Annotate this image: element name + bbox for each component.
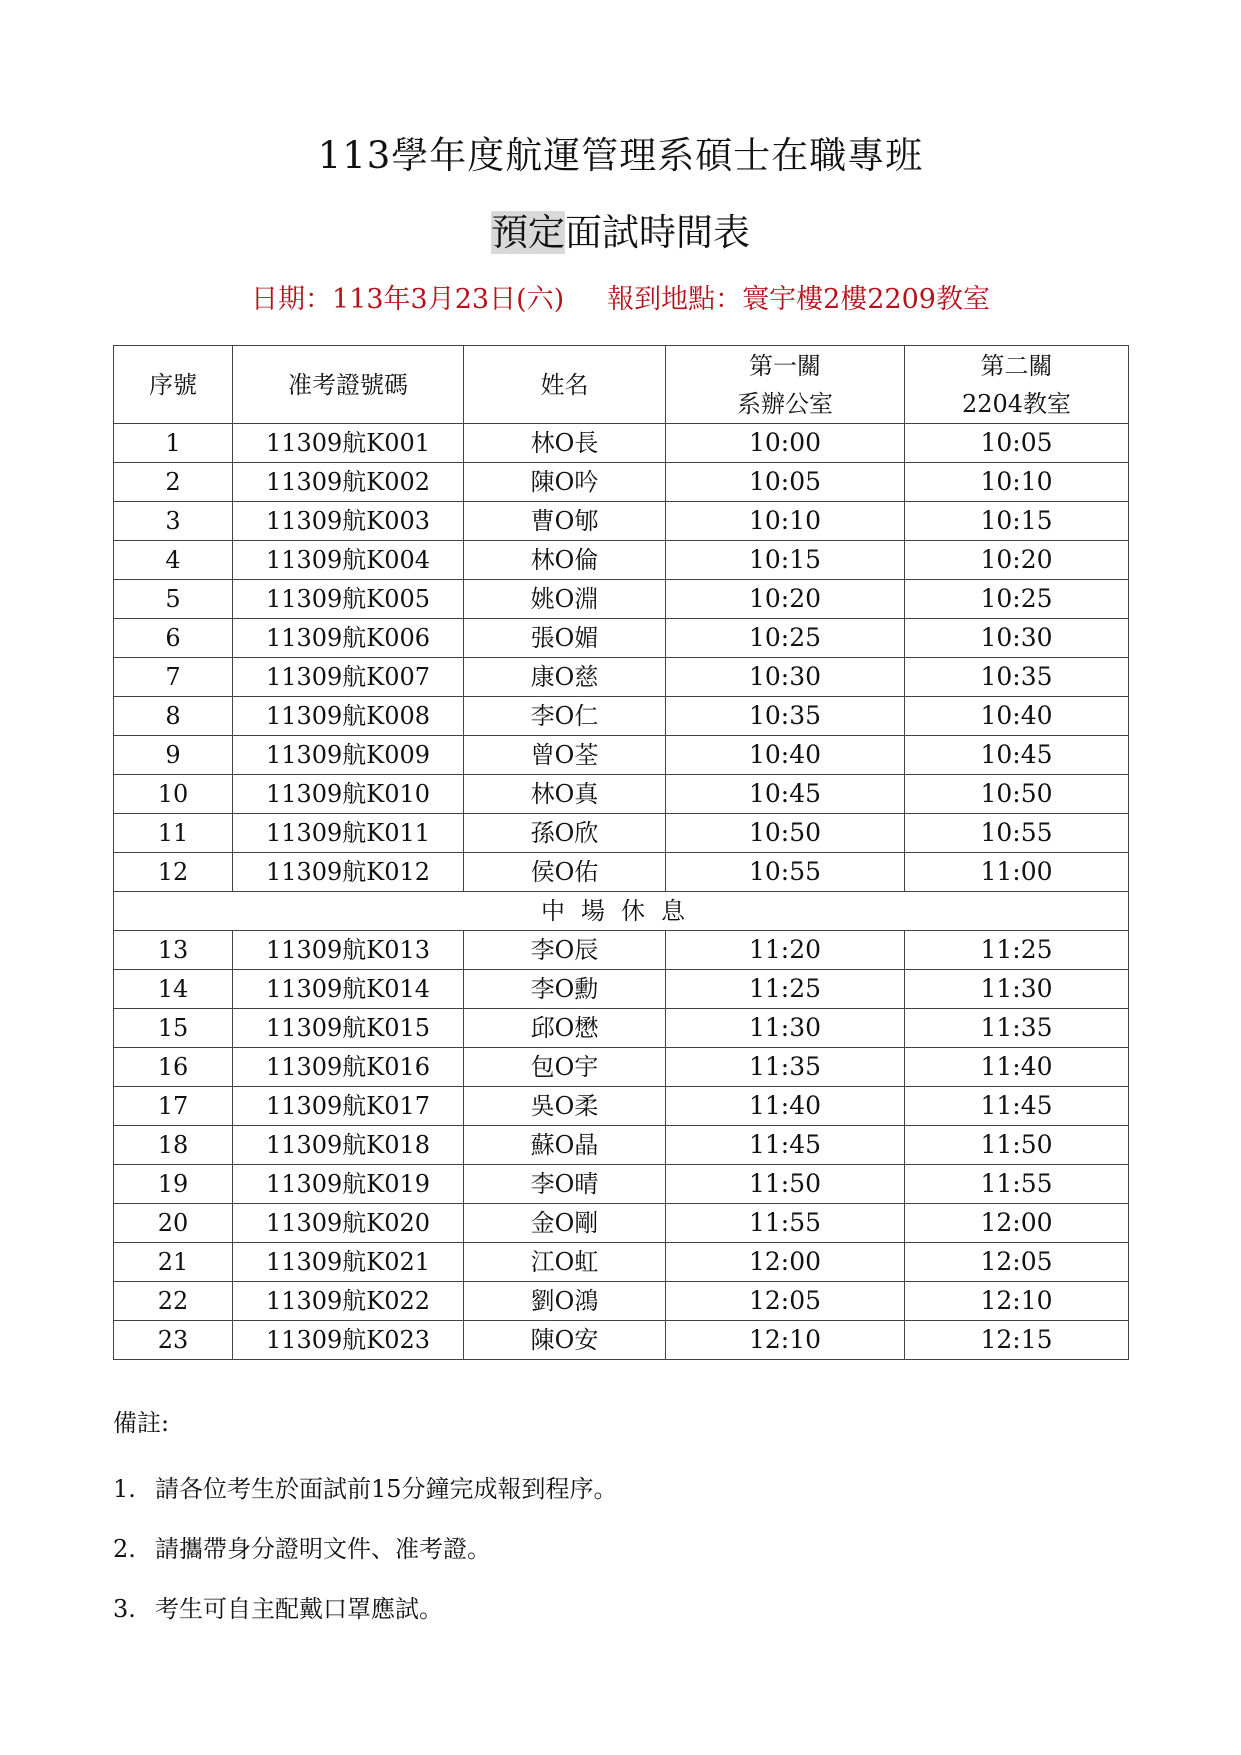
cell-stage2-time: 10:25 xyxy=(905,580,1129,619)
header-stage1-title: 第一關 xyxy=(749,351,821,380)
break-row xyxy=(114,892,1129,931)
cell-ticket: 11309航K009 xyxy=(233,736,464,775)
cell-ticket: 11309航K001 xyxy=(233,424,464,463)
cell-stage2-time: 11:00 xyxy=(905,853,1129,892)
cell-ticket: 11309航K002 xyxy=(233,463,464,502)
cell-stage1-time: 11:35 xyxy=(666,1048,905,1087)
table-row xyxy=(114,541,1129,580)
interview-schedule-table xyxy=(113,345,1129,1360)
cell-name: 江O虹 xyxy=(464,1243,666,1282)
cell-stage1-time: 11:55 xyxy=(666,1204,905,1243)
cell-ticket: 11309航K017 xyxy=(233,1087,464,1126)
cell-stage1-time: 12:05 xyxy=(666,1282,905,1321)
table-row xyxy=(114,736,1129,775)
cell-name: 孫O欣 xyxy=(464,814,666,853)
cell-name: 姚O淵 xyxy=(464,580,666,619)
cell-no: 1 xyxy=(114,424,233,463)
table-row xyxy=(114,1282,1129,1321)
header-stage2-room: 2204教室 xyxy=(961,389,1072,418)
cell-stage1-time: 12:00 xyxy=(666,1243,905,1282)
cell-stage1-time: 11:40 xyxy=(666,1087,905,1126)
cell-stage1-time: 11:30 xyxy=(666,1009,905,1048)
table-row xyxy=(114,853,1129,892)
cell-stage1-time: 10:25 xyxy=(666,619,905,658)
cell-name: 曹O郇 xyxy=(464,502,666,541)
table-row xyxy=(114,970,1129,1009)
cell-stage2-time: 12:05 xyxy=(905,1243,1129,1282)
notes-section xyxy=(113,1405,1113,1651)
cell-ticket: 11309航K011 xyxy=(233,814,464,853)
cell-name: 劉O鴻 xyxy=(464,1282,666,1321)
cell-stage1-time: 10:35 xyxy=(666,697,905,736)
subtitle-highlight: 預定 xyxy=(491,211,565,254)
table-row xyxy=(114,814,1129,853)
cell-stage1-time: 10:50 xyxy=(666,814,905,853)
cell-stage2-time: 10:30 xyxy=(905,619,1129,658)
cell-stage1-time: 10:55 xyxy=(666,853,905,892)
table-row xyxy=(114,1321,1129,1360)
cell-ticket: 11309航K016 xyxy=(233,1048,464,1087)
cell-stage2-time: 11:50 xyxy=(905,1126,1129,1165)
cell-name: 曾O荃 xyxy=(464,736,666,775)
cell-no: 3 xyxy=(114,502,233,541)
cell-name: 康O慈 xyxy=(464,658,666,697)
cell-name: 陳O吟 xyxy=(464,463,666,502)
cell-no: 17 xyxy=(114,1087,233,1126)
cell-stage2-time: 10:20 xyxy=(905,541,1129,580)
cell-stage2-time: 10:05 xyxy=(905,424,1129,463)
cell-ticket: 11309航K023 xyxy=(233,1321,464,1360)
table-row xyxy=(114,658,1129,697)
table-row xyxy=(114,1009,1129,1048)
cell-stage1-time: 10:45 xyxy=(666,775,905,814)
cell-no: 10 xyxy=(114,775,233,814)
header-no: 序號 xyxy=(114,346,233,424)
header-stage2-title: 第二關 xyxy=(980,351,1053,380)
cell-no: 11 xyxy=(114,814,233,853)
cell-ticket: 11309航K018 xyxy=(233,1126,464,1165)
header-stage2 xyxy=(905,346,1129,424)
cell-ticket: 11309航K005 xyxy=(233,580,464,619)
cell-no: 5 xyxy=(114,580,233,619)
table-header-row xyxy=(114,346,1129,424)
cell-stage2-time: 10:15 xyxy=(905,502,1129,541)
cell-stage1-time: 10:00 xyxy=(666,424,905,463)
note-text: 請攜帶身分證明文件、准考證。 xyxy=(155,1535,491,1563)
date-location-line: 日期：113年3月23日(六) 報到地點：寰宇樓2樓2209教室 xyxy=(251,284,990,315)
cell-no: 4 xyxy=(114,541,233,580)
cell-name: 李O勳 xyxy=(464,970,666,1009)
cell-stage2-time: 12:00 xyxy=(905,1204,1129,1243)
cell-stage2-time: 11:40 xyxy=(905,1048,1129,1087)
cell-name: 金O剛 xyxy=(464,1204,666,1243)
cell-no: 8 xyxy=(114,697,233,736)
cell-no: 6 xyxy=(114,619,233,658)
cell-stage2-time: 11:30 xyxy=(905,970,1129,1009)
cell-name: 包O宇 xyxy=(464,1048,666,1087)
cell-no: 16 xyxy=(114,1048,233,1087)
table-row xyxy=(114,424,1129,463)
cell-name: 李O仁 xyxy=(464,697,666,736)
header-name: 姓名 xyxy=(464,346,666,424)
cell-no: 23 xyxy=(114,1321,233,1360)
table-row xyxy=(114,463,1129,502)
cell-name: 侯O佑 xyxy=(464,853,666,892)
cell-ticket: 11309航K012 xyxy=(233,853,464,892)
cell-ticket: 11309航K022 xyxy=(233,1282,464,1321)
cell-ticket: 11309航K015 xyxy=(233,1009,464,1048)
cell-stage2-time: 10:45 xyxy=(905,736,1129,775)
cell-name: 張O媚 xyxy=(464,619,666,658)
cell-name: 林O真 xyxy=(464,775,666,814)
cell-stage2-time: 10:10 xyxy=(905,463,1129,502)
cell-stage1-time: 11:20 xyxy=(666,931,905,970)
cell-stage2-time: 10:40 xyxy=(905,697,1129,736)
schedule-rows-late xyxy=(114,931,1129,1360)
cell-stage1-time: 10:15 xyxy=(666,541,905,580)
cell-stage1-time: 10:10 xyxy=(666,502,905,541)
table-row xyxy=(114,1165,1129,1204)
cell-no: 12 xyxy=(114,853,233,892)
cell-stage2-time: 12:15 xyxy=(905,1321,1129,1360)
cell-ticket: 11309航K007 xyxy=(233,658,464,697)
cell-stage1-time: 10:40 xyxy=(666,736,905,775)
note-item xyxy=(113,1471,1113,1507)
cell-ticket: 11309航K003 xyxy=(233,502,464,541)
cell-stage2-time: 10:35 xyxy=(905,658,1129,697)
cell-stage1-time: 11:45 xyxy=(666,1126,905,1165)
header-stage1 xyxy=(666,346,905,424)
cell-name: 蘇O晶 xyxy=(464,1126,666,1165)
cell-name: 陳O安 xyxy=(464,1321,666,1360)
cell-name: 李O晴 xyxy=(464,1165,666,1204)
cell-stage1-time: 11:50 xyxy=(666,1165,905,1204)
cell-no: 13 xyxy=(114,931,233,970)
cell-no: 22 xyxy=(114,1282,233,1321)
cell-stage1-time: 11:25 xyxy=(666,970,905,1009)
break-label: 中場休息 xyxy=(114,892,1129,931)
table-row xyxy=(114,1087,1129,1126)
cell-ticket: 11309航K004 xyxy=(233,541,464,580)
cell-no: 15 xyxy=(114,1009,233,1048)
cell-stage2-time: 12:10 xyxy=(905,1282,1129,1321)
document-title: 113學年度航運管理系碩士在職專班 xyxy=(317,134,924,177)
note-item xyxy=(113,1531,1113,1567)
table-row xyxy=(114,1048,1129,1087)
cell-no: 9 xyxy=(114,736,233,775)
cell-no: 19 xyxy=(114,1165,233,1204)
header-ticket: 准考證號碼 xyxy=(233,346,464,424)
notes-heading: 備註: xyxy=(113,1409,170,1437)
cell-stage2-time: 11:25 xyxy=(905,931,1129,970)
cell-ticket: 11309航K021 xyxy=(233,1243,464,1282)
cell-name: 林O倫 xyxy=(464,541,666,580)
note-number: 3. xyxy=(113,1595,136,1623)
cell-ticket: 11309航K006 xyxy=(233,619,464,658)
cell-name: 林O長 xyxy=(464,424,666,463)
table-row xyxy=(114,1126,1129,1165)
cell-no: 20 xyxy=(114,1204,233,1243)
schedule-rows-morning xyxy=(114,424,1129,892)
document-subtitle xyxy=(0,205,1241,261)
note-text: 請各位考生於面試前15分鐘完成報到程序。 xyxy=(155,1475,618,1503)
note-item xyxy=(113,1591,1113,1627)
cell-ticket: 11309航K019 xyxy=(233,1165,464,1204)
cell-ticket: 11309航K010 xyxy=(233,775,464,814)
table-row xyxy=(114,775,1129,814)
subtitle-rest: 面試時間表 xyxy=(565,211,750,254)
cell-stage1-time: 10:30 xyxy=(666,658,905,697)
table-row xyxy=(114,1204,1129,1243)
cell-stage2-time: 11:35 xyxy=(905,1009,1129,1048)
cell-ticket: 11309航K008 xyxy=(233,697,464,736)
note-text: 考生可自主配戴口罩應試。 xyxy=(155,1595,443,1623)
cell-ticket: 11309航K020 xyxy=(233,1204,464,1243)
cell-stage1-time: 10:05 xyxy=(666,463,905,502)
note-number: 1. xyxy=(113,1475,136,1503)
cell-no: 18 xyxy=(114,1126,233,1165)
cell-name: 邱O懋 xyxy=(464,1009,666,1048)
note-number: 2. xyxy=(113,1535,136,1563)
cell-stage2-time: 11:45 xyxy=(905,1087,1129,1126)
table-row xyxy=(114,619,1129,658)
cell-stage2-time: 11:55 xyxy=(905,1165,1129,1204)
table-row xyxy=(114,1243,1129,1282)
cell-no: 21 xyxy=(114,1243,233,1282)
cell-name: 吳O柔 xyxy=(464,1087,666,1126)
header-stage1-room: 系辦公室 xyxy=(737,389,833,418)
table-row xyxy=(114,502,1129,541)
cell-stage2-time: 10:50 xyxy=(905,775,1129,814)
cell-no: 7 xyxy=(114,658,233,697)
cell-stage1-time: 10:20 xyxy=(666,580,905,619)
table-row xyxy=(114,931,1129,970)
cell-stage2-time: 10:55 xyxy=(905,814,1129,853)
table-row xyxy=(114,697,1129,736)
cell-ticket: 11309航K013 xyxy=(233,931,464,970)
cell-no: 2 xyxy=(114,463,233,502)
cell-stage1-time: 12:10 xyxy=(666,1321,905,1360)
cell-no: 14 xyxy=(114,970,233,1009)
cell-ticket: 11309航K014 xyxy=(233,970,464,1009)
break-section xyxy=(114,892,1129,931)
cell-name: 李O辰 xyxy=(464,931,666,970)
table-row xyxy=(114,580,1129,619)
